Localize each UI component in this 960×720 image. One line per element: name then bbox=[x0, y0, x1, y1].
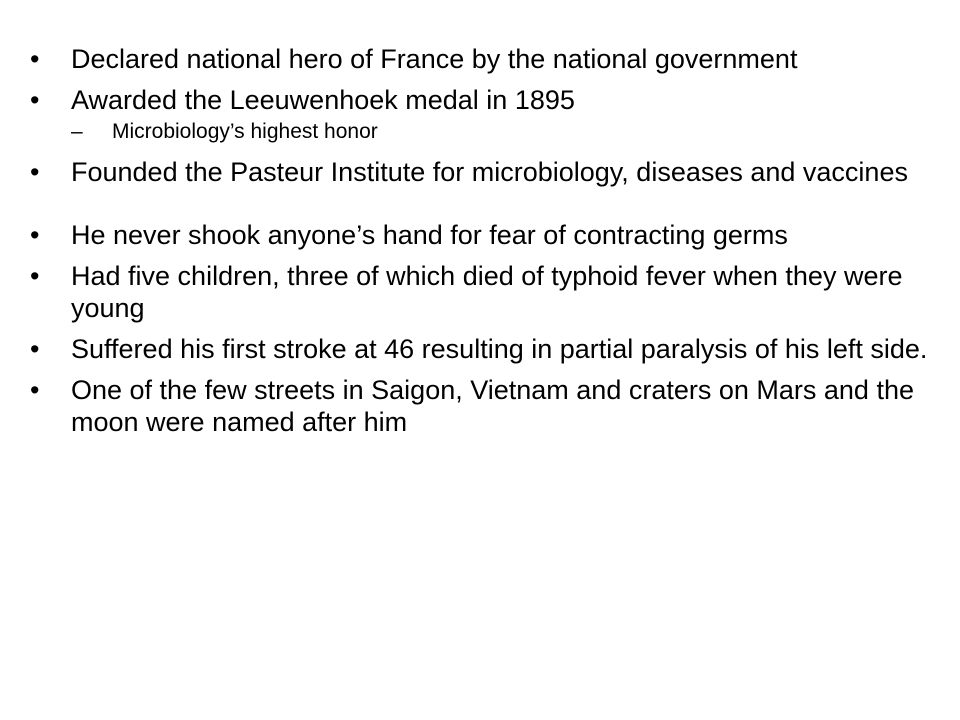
bullet-item bbox=[30, 333, 930, 365]
bullet-marker: • bbox=[30, 85, 40, 115]
bullet-text: Awarded the Leeuwenhoek medal in 1895 bbox=[71, 85, 575, 115]
bullet-item bbox=[30, 156, 930, 188]
bullet-text: Founded the Pasteur Institute for microbiology, diseases and vaccines bbox=[71, 157, 908, 187]
sub-bullet-item bbox=[30, 120, 930, 144]
bullet-text: He never shook anyone’s hand for fear of contracting germs bbox=[71, 220, 788, 250]
bullet-marker: • bbox=[30, 375, 40, 405]
bullet-text: Suffered his first stroke at 46 resulting in partial paralysis of his left side. bbox=[71, 334, 928, 364]
bullet-item bbox=[30, 219, 930, 251]
sub-bullet-text: Microbiology’s highest honor bbox=[112, 120, 378, 143]
bullet-marker: • bbox=[30, 220, 40, 250]
bullet-marker: • bbox=[30, 334, 40, 364]
bullet-marker: • bbox=[30, 157, 40, 187]
bullet-list bbox=[30, 43, 930, 447]
bullet-item bbox=[30, 374, 930, 438]
sub-bullet-marker: – bbox=[71, 120, 83, 143]
bullet-text: Had five children, three of which died of typhoid fever when they were young bbox=[71, 261, 903, 323]
bullet-text: Declared national hero of France by the national government bbox=[71, 44, 798, 74]
bullet-marker: • bbox=[30, 44, 40, 74]
bullet-text: One of the few streets in Saigon, Vietnam and craters on Mars and the moon were named after him bbox=[71, 375, 914, 437]
bullet-item bbox=[30, 260, 930, 324]
bullet-marker: • bbox=[30, 261, 40, 291]
bullet-item bbox=[30, 43, 930, 75]
bullet-item bbox=[30, 84, 930, 116]
